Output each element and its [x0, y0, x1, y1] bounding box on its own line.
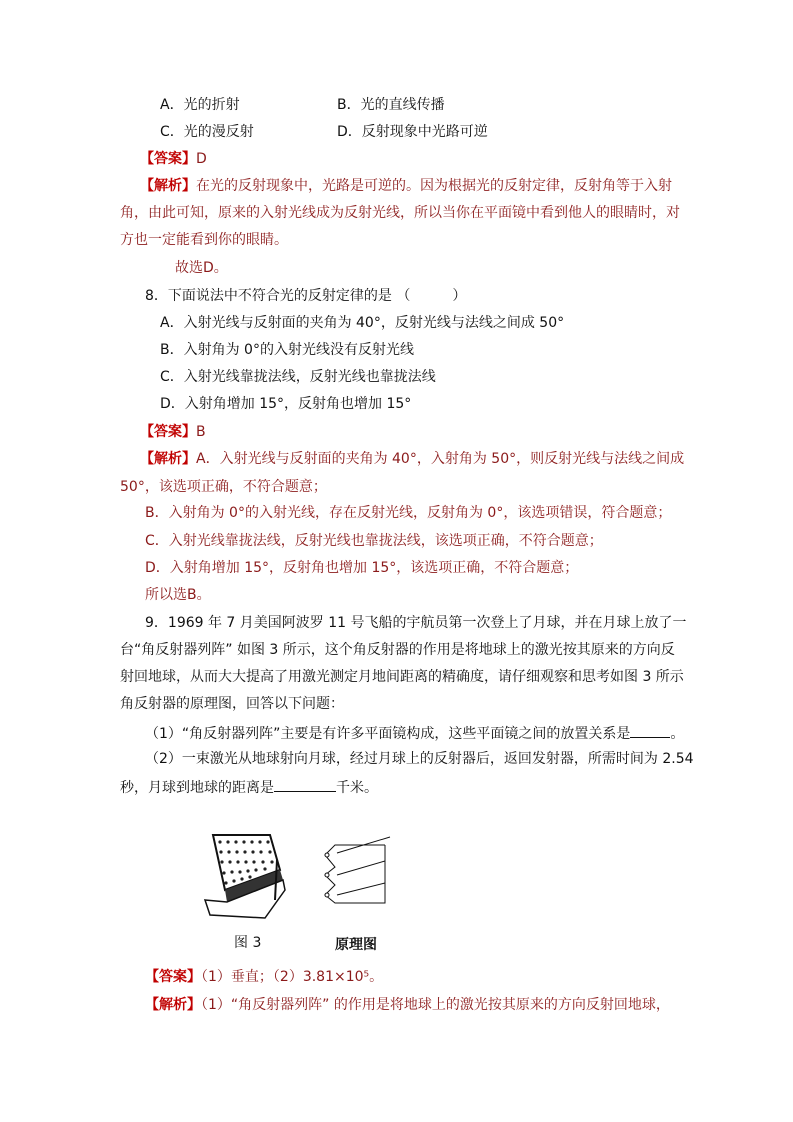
analysis-text: A．入射光线与反射面的夹角为 40°，入射角为 50°，则反射光线与法线之间成 — [196, 451, 685, 467]
sub1-end: 。 — [670, 726, 685, 742]
q8-analysis-line: C．入射光线靠拢法线，反射光线也靠拢法线，该选项正确，不符合题意； — [145, 533, 603, 549]
q7-analysis-line: 方也一定能看到你的眼睛。 — [120, 232, 288, 248]
q9-stem-line: 台“角反射器列阵” 如图 3 所示，这个角反射器的作用是将地球上的激光按其原来的方向反 — [120, 642, 675, 658]
q8-option: D．入射角增加 15°，反射角也增加 15° — [160, 396, 412, 412]
q8-option: A．入射光线与反射面的夹角为 40°，反射光线与法线之间成 50° — [160, 315, 565, 331]
q7-option-c: C．光的漫反射 — [160, 124, 254, 140]
q9-answer — [145, 968, 383, 986]
q9-sub2: （2）一束激光从地球射向月球，经过月球上的反射器后，返回发射器，所需时间为 2.54 — [145, 751, 694, 767]
q9-analysis-line — [145, 996, 670, 1014]
q8-analysis-line: D．入射角增加 15°，反射角也增加 15°，该选项正确，不符合题意； — [145, 560, 579, 576]
q7-analysis-line: 角，由此可知，原来的入射光线成为反射光线，所以当你在平面镜中看到他人的眼睛时，对 — [120, 205, 680, 221]
analysis-label: 【解析】 — [140, 178, 196, 194]
q8-conclusion: 所以选B。 — [145, 587, 211, 603]
retroreflector-array-image — [195, 830, 290, 920]
sub2b-text: 秒，月球到地球的距离是 — [120, 780, 274, 796]
answer-blank[interactable] — [274, 777, 336, 792]
analysis-text: （1）“角反射器列阵” 的作用是将地球上的激光按其原来的方向反射回地球， — [201, 997, 670, 1013]
answer-label: 【答案】 — [140, 424, 196, 440]
q7-conclusion: 故选D。 — [175, 260, 228, 276]
q8-option: C．入射光线靠拢法线，反射光线也靠拢法线 — [160, 369, 436, 385]
q8-analysis-line: B．入射角为 0°的入射光线，存在反射光线，反射角为 0°，该选项错误，符合题意； — [145, 505, 672, 521]
analysis-label: 【解析】 — [145, 997, 201, 1013]
sub1-text: （1）“角反射器列阵”主要是有许多平面镜构成，这些平面镜之间的放置关系是 — [145, 726, 631, 742]
q7-answer — [140, 150, 207, 168]
principle-diagram — [305, 835, 395, 905]
analysis-label: 【解析】 — [140, 451, 196, 467]
q7-option-b: B．光的直线传播 — [337, 97, 445, 113]
q8-analysis-line: 50°，该选项正确，不符合题意； — [120, 479, 327, 495]
answer-value: B — [196, 424, 206, 440]
sub2b-end: 千米。 — [336, 780, 378, 796]
q9-sub1 — [145, 723, 684, 743]
answer-label: 【答案】 — [145, 969, 201, 985]
q7-option-d: D．反射现象中光路可逆 — [337, 124, 488, 140]
q9-stem-line: 9．1969 年 7 月美国阿波罗 11 号飞船的宇航员第一次登上了月球，并在月球上放了一 — [145, 615, 687, 631]
q7-option-a: A．光的折射 — [160, 97, 240, 113]
q8-stem: 8．下面说法中不符合光的反射定律的是 （ ） — [145, 288, 467, 304]
answer-blank[interactable] — [630, 723, 670, 738]
answer-label: 【答案】 — [140, 151, 196, 167]
q8-option: B．入射角为 0°的入射光线没有反射光线 — [160, 342, 414, 358]
analysis-text: 在光的反射现象中，光路是可逆的。因为根据光的反射定律，反射角等于入射 — [196, 178, 672, 194]
q7-analysis-line — [140, 177, 672, 195]
answer-value: D — [196, 151, 207, 167]
q8-analysis-line — [140, 450, 684, 468]
q9-stem-line: 角反射器的原理图，回答以下问题： — [120, 696, 344, 712]
q9-stem-line: 射回地球，从而大大提高了用激光测定月地间距离的精确度，请仔细观察和思考如图 3 所示 — [120, 669, 684, 685]
q8-answer — [140, 423, 206, 441]
q9-sub2b — [120, 777, 378, 797]
answer-value: （1）垂直；（2）3.81×10⁵。 — [201, 969, 384, 985]
figure-caption: 图 3 — [234, 935, 262, 951]
diagram-caption: 原理图 — [335, 937, 377, 953]
